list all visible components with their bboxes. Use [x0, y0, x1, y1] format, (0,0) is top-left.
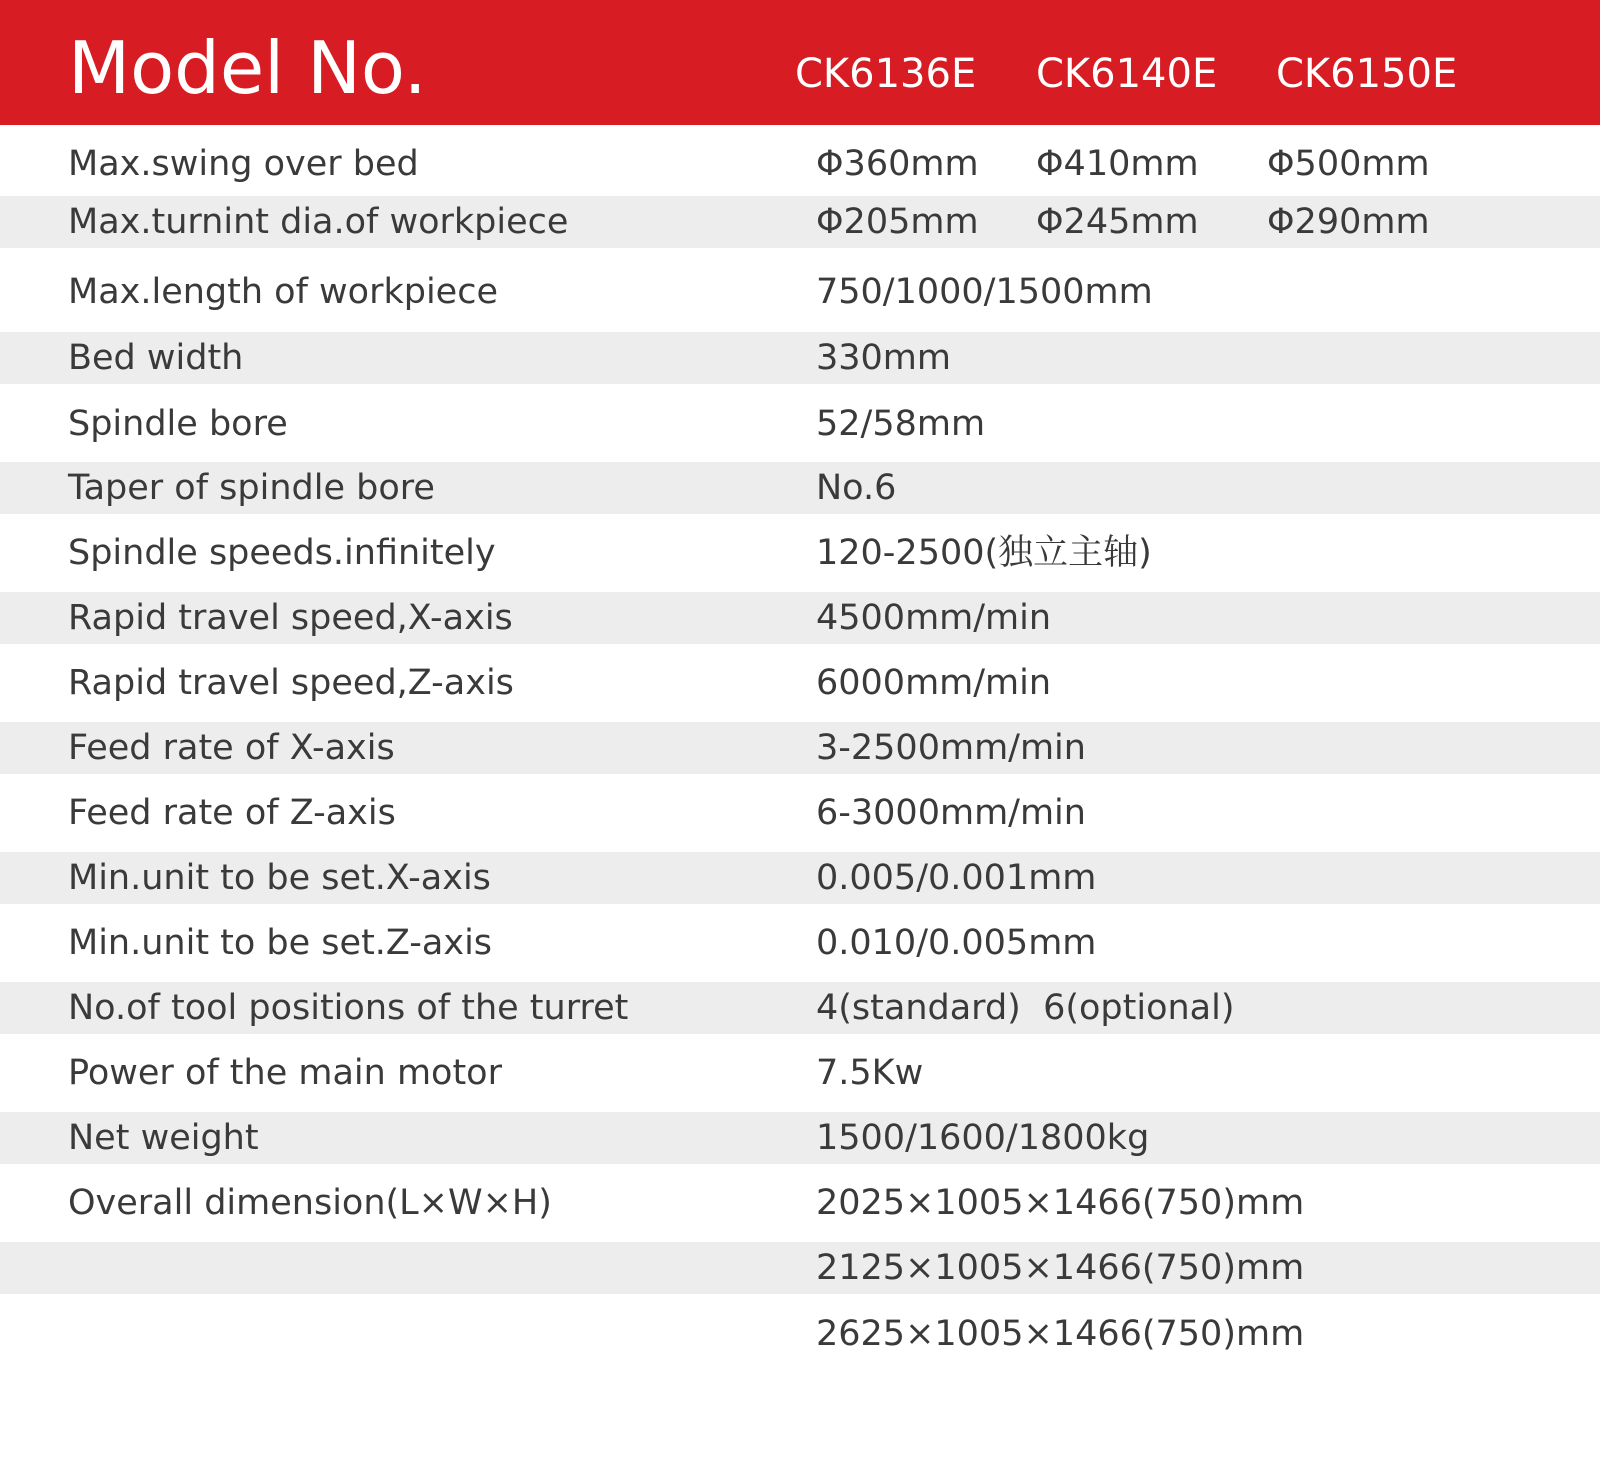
spec-label: Rapid travel speed,X-axis: [68, 598, 513, 638]
spec-value: 3-2500mm/min: [816, 728, 1086, 768]
model-ck6150e: CK6150E: [1276, 51, 1458, 97]
spec-label: Min.unit to be set.Z-axis: [68, 923, 493, 963]
spec-value: 750/1000/1500mm: [816, 272, 1153, 312]
spec-row-max-swing: [0, 138, 1600, 190]
spec-value: 1500/1600/1800kg: [816, 1118, 1150, 1158]
spec-value: 120-2500(独立主轴): [816, 533, 1152, 573]
header-title: Model No.: [68, 26, 427, 110]
spec-label: Feed rate of X-axis: [68, 728, 395, 768]
spec-value-ck6150e: Φ290mm: [1267, 202, 1430, 242]
spec-row-overall-dimension-2: [0, 1242, 1600, 1294]
spec-value: 2625×1005×1466(750)mm: [816, 1314, 1305, 1354]
model-ck6136e: CK6136E: [795, 51, 977, 97]
spec-value: 0.010/0.005mm: [816, 923, 1097, 963]
spec-value: 7.5Kw: [816, 1053, 924, 1093]
spec-row-spindle-speeds: [0, 527, 1600, 579]
spec-label: Power of the main motor: [68, 1053, 502, 1093]
spec-table-header: [0, 0, 1600, 125]
spec-value: 0.005/0.001mm: [816, 858, 1097, 898]
spec-row-min-unit-x: [0, 852, 1600, 904]
spec-row-feed-z: [0, 787, 1600, 839]
spec-row-rapid-z: [0, 657, 1600, 709]
spec-value: 2025×1005×1466(750)mm: [816, 1183, 1305, 1223]
spec-label: Taper of spindle bore: [68, 468, 435, 508]
spec-label: Rapid travel speed,Z-axis: [68, 663, 514, 703]
spec-row-max-length: [0, 266, 1600, 318]
spec-value: 6-3000mm/min: [816, 793, 1086, 833]
spec-label: Max.length of workpiece: [68, 272, 498, 312]
spec-row-bed-width: [0, 332, 1600, 384]
spec-row-max-turning-dia: [0, 196, 1600, 248]
model-ck6140e: CK6140E: [1036, 51, 1218, 97]
spec-value: No.6: [816, 468, 897, 508]
spec-row-min-unit-z: [0, 917, 1600, 969]
spec-value-ck6140e: Φ245mm: [1036, 202, 1199, 242]
spec-value: 6000mm/min: [816, 663, 1052, 703]
spec-row-net-weight: [0, 1112, 1600, 1164]
spec-row-overall-dimension: [0, 1177, 1600, 1229]
spec-value-ck6140e: Φ410mm: [1036, 144, 1199, 184]
spec-row-rapid-x: [0, 592, 1600, 644]
spec-label: Bed width: [68, 338, 244, 378]
spec-row-tool-positions: [0, 982, 1600, 1034]
spec-label: Min.unit to be set.X-axis: [68, 858, 491, 898]
spec-value: 330mm: [816, 338, 951, 378]
spec-value-ck6136e: Φ360mm: [816, 144, 979, 184]
spec-value: 4(standard) 6(optional): [816, 988, 1235, 1028]
spec-value: 4500mm/min: [816, 598, 1052, 638]
spec-label: Spindle speeds.infinitely: [68, 533, 496, 573]
spec-value-ck6150e: Φ500mm: [1267, 144, 1430, 184]
spec-label: Feed rate of Z-axis: [68, 793, 396, 833]
spec-label: Max.swing over bed: [68, 144, 419, 184]
spec-value: 52/58mm: [816, 404, 986, 444]
spec-row-taper: [0, 462, 1600, 514]
spec-label: Spindle bore: [68, 404, 288, 444]
spec-row-motor-power: [0, 1047, 1600, 1099]
spec-label: No.of tool positions of the turret: [68, 988, 629, 1028]
spec-row-overall-dimension-3: [0, 1308, 1600, 1360]
spec-value-ck6136e: Φ205mm: [816, 202, 979, 242]
spec-value: 2125×1005×1466(750)mm: [816, 1248, 1305, 1288]
spec-label: Max.turnint dia.of workpiece: [68, 202, 569, 242]
spec-label: Net weight: [68, 1118, 259, 1158]
spec-row-spindle-bore: [0, 398, 1600, 450]
spec-label: Overall dimension(L×W×H): [68, 1183, 552, 1223]
spec-row-feed-x: [0, 722, 1600, 774]
